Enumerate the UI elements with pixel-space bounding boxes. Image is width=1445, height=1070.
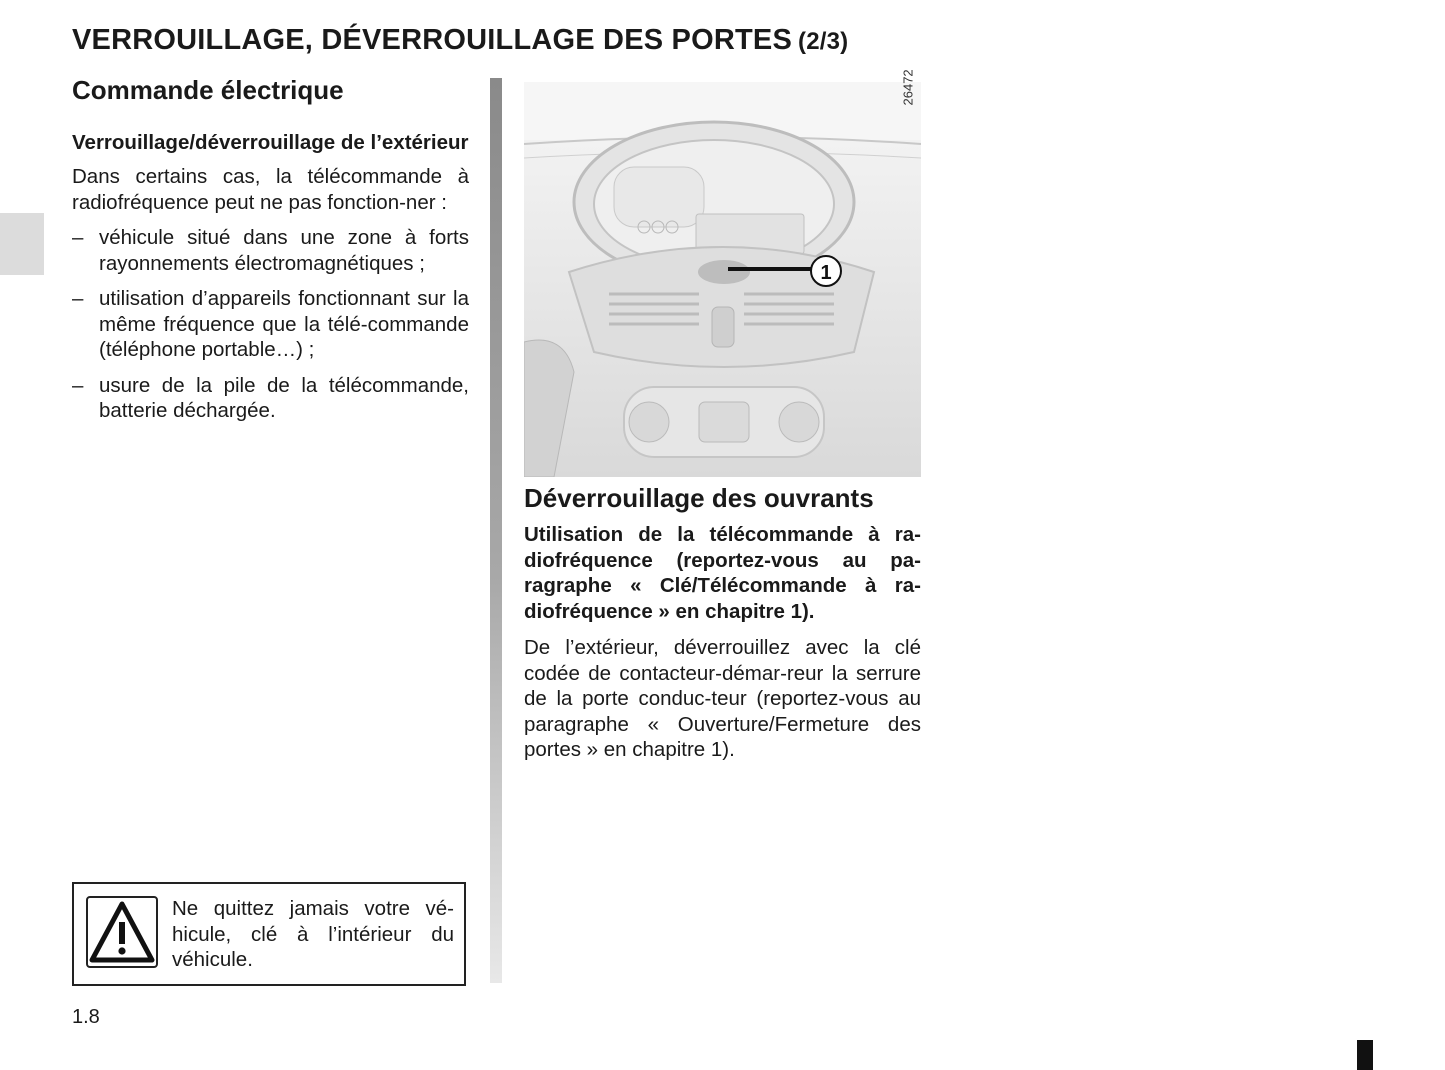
causes-list bbox=[72, 225, 469, 424]
callout-number: 1 bbox=[820, 262, 832, 284]
warning-icon-frame bbox=[86, 896, 158, 968]
dash-bullet: – bbox=[72, 226, 84, 249]
list-item bbox=[72, 286, 469, 363]
section-title-electric-control: Commande électrique bbox=[72, 75, 344, 105]
dashboard-drawing bbox=[524, 69, 921, 477]
list-item-text: usure de la pile de la télécommande, batterie déchargée. bbox=[99, 373, 469, 422]
list-item bbox=[72, 373, 469, 424]
left-column bbox=[72, 75, 469, 434]
dashboard-illustration bbox=[524, 69, 921, 477]
dash-bullet: – bbox=[72, 287, 84, 310]
page-title-main: VERROUILLAGE, DÉVERROUILLAGE DES PORTES bbox=[72, 24, 792, 56]
exterior-unlock-paragraph: De l’extérieur, déverrouillez avec la clé codée de contacteur-démar-reur la serrure de la porte conduc-teur (reportez-vous au paragraphe « Ouverture/Fermeture des portes » en chapitre 1). bbox=[524, 636, 921, 761]
column-divider bbox=[490, 78, 502, 983]
list-item bbox=[72, 225, 469, 276]
warning-triangle-icon bbox=[88, 898, 156, 966]
warning-text: Ne quittez jamais votre vé-hicule, clé à l’intérieur du véhicule. bbox=[172, 897, 454, 971]
intro-paragraph: Dans certains cas, la télécommande à radiofréquence peut ne pas fonction-ner : bbox=[72, 165, 469, 214]
warning-box bbox=[72, 882, 466, 986]
dash-bullet: – bbox=[72, 373, 84, 397]
chapter-side-tab bbox=[0, 213, 44, 275]
page-title bbox=[72, 24, 848, 57]
right-column bbox=[524, 483, 921, 773]
subsection-title-exterior-locking: Verrouillage/déverrouillage de l’extérieur bbox=[72, 131, 469, 154]
list-item-text: utilisation d’appareils fonctionnant sur la même fréquence que la télé-commande (téléphone portable…) ; bbox=[99, 287, 469, 361]
page-number: 1.8 bbox=[72, 1006, 100, 1028]
page-corner-marker bbox=[1357, 1040, 1373, 1070]
remote-usage-paragraph: Utilisation de la télécommande à ra-diofréquence (reportez-vous au pa-ragraphe « Clé/Télécommande à ra-diofréquence » en chapitre 1). bbox=[524, 523, 921, 623]
figure-reference-code: 26472 bbox=[900, 69, 916, 106]
list-item-text: véhicule situé dans une zone à forts rayonnements électromagnétiques ; bbox=[99, 226, 469, 275]
section-title-unlocking: Déverrouillage des ouvrants bbox=[524, 483, 874, 513]
page-title-suffix: (2/3) bbox=[798, 28, 849, 55]
